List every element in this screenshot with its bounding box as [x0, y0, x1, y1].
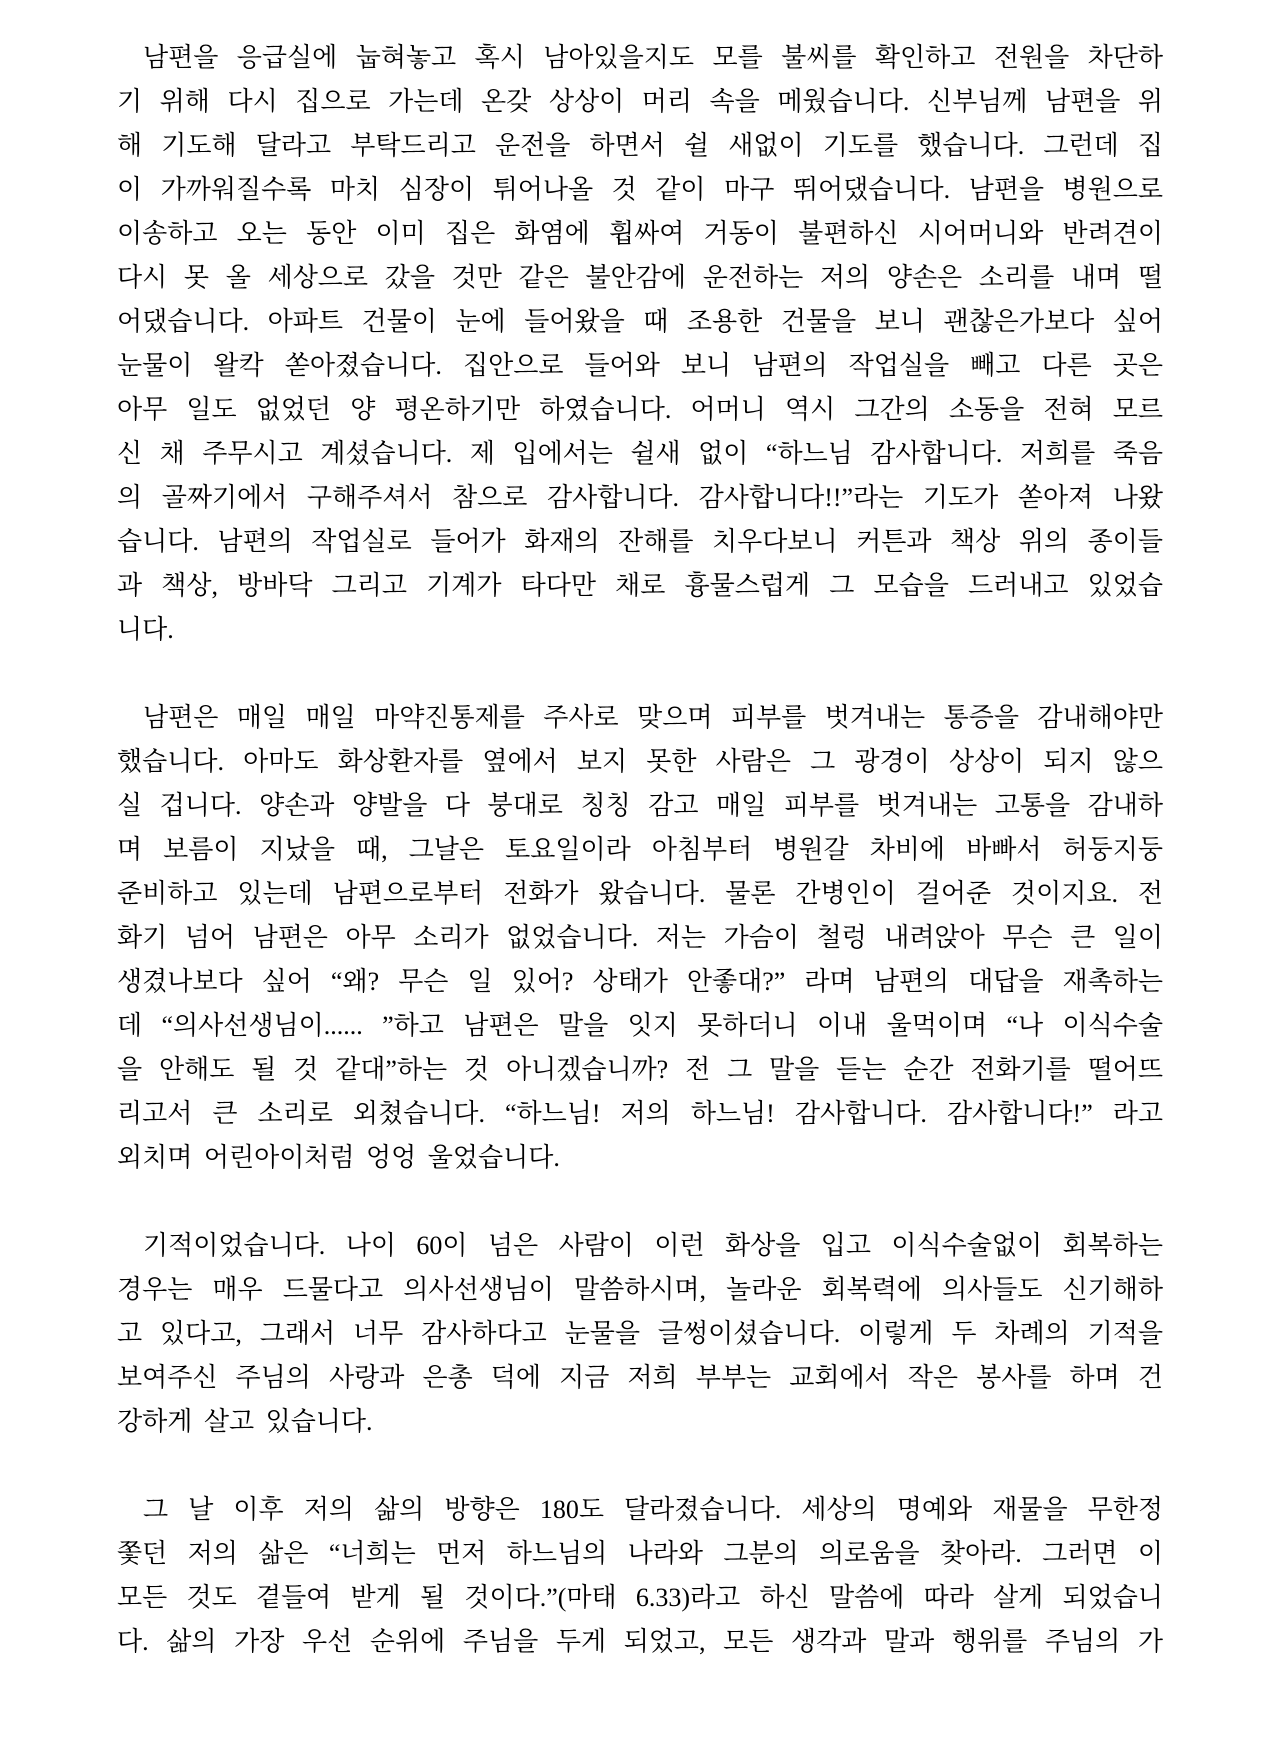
text-line: 신 채 주무시고 계셨습니다. 제 입에서는 쉴새 없이 “하느님 감사합니다. 저희를 죽음: [117, 439, 1163, 468]
text-line: 눈물이 왈칵 쏟아졌습니다. 집안으로 들어와 보니 남편의 작업실을 빼고 다른 곳은: [117, 351, 1163, 380]
text-line: 실 겁니다. 양손과 양발을 다 붕대로 칭칭 감고 매일 피부를 벗겨내는 고통을 감내하: [117, 791, 1163, 820]
paragraph: [117, 696, 1163, 1180]
text-line: 그 날 이후 저의 삶의 방향은 180도 달라졌습니다. 세상의 명예와 재물을 무한정: [143, 1495, 1163, 1524]
text-line: 보여주신 주님의 사랑과 은총 덕에 지금 저희 부부는 교회에서 작은 봉사를 하며 건: [117, 1363, 1163, 1392]
text-line: 며 보름이 지났을 때, 그날은 토요일이라 아침부터 병원갈 차비에 바빠서 허둥지둥: [117, 835, 1163, 864]
text-line: 준비하고 있는데 남편으로부터 전화가 왔습니다. 물론 간병인이 걸어준 것이지요. 전: [117, 879, 1163, 908]
text-line: 쫓던 저의 삶은 “너희는 먼저 하느님의 나라와 그분의 의로움을 찾아라. 그러면 이: [117, 1539, 1163, 1568]
text-line: 을 안해도 될 것 같대”하는 것 아니겠습니까? 전 그 말을 듣는 순간 전화기를 떨어뜨: [117, 1055, 1163, 1084]
text-line: 이송하고 오는 동안 이미 집은 화염에 휩싸여 거동이 불편하신 시어머니와 반려견이: [117, 219, 1163, 248]
text-line: 해 기도해 달라고 부탁드리고 운전을 하면서 쉴 새없이 기도를 했습니다. 그런데 집: [117, 131, 1163, 160]
text-line: 데 “의사선생님이...... ”하고 남편은 말을 잇지 못하더니 이내 울먹이며 “나 이식수술: [117, 1011, 1163, 1040]
text-line: 고 있다고, 그래서 너무 감사하다고 눈물을 글썽이셨습니다. 이렇게 두 차례의 기적을: [117, 1319, 1163, 1348]
document-body: [117, 36, 1163, 1664]
text-line: 외치며 어린아이처럼 엉엉 울었습니다.: [117, 1143, 560, 1172]
text-line: 경우는 매우 드물다고 의사선생님이 말씀하시며, 놀라운 회복력에 의사들도 신기해하: [117, 1275, 1163, 1304]
text-line: 했습니다. 아마도 화상환자를 옆에서 보지 못한 사람은 그 광경이 상상이 되지 않으: [117, 747, 1163, 776]
text-line: 남편을 응급실에 눕혀놓고 혹시 남아있을지도 모를 불씨를 확인하고 전원을 차단하: [143, 43, 1163, 72]
text-line: 아무 일도 없었던 양 평온하기만 하였습니다. 어머니 역시 그간의 소동을 전혀 모르: [117, 395, 1163, 424]
text-line: 습니다. 남편의 작업실로 들어가 화재의 잔해를 치우다보니 커튼과 책상 위의 종이들: [117, 527, 1163, 556]
paragraph: [117, 1224, 1163, 1444]
paragraph: [117, 1488, 1163, 1664]
text-line: 화기 넘어 남편은 아무 소리가 없었습니다. 저는 가슴이 철렁 내려앉아 무슨 큰 일이: [117, 923, 1163, 952]
text-line: 이 가까워질수록 마치 심장이 튀어나올 것 같이 마구 뛰어댔습니다. 남편을 병원으로: [117, 175, 1163, 204]
text-line: 기적이었습니다. 나이 60이 넘은 사람이 이런 화상을 입고 이식수술없이 회복하는: [143, 1231, 1163, 1260]
text-line: 리고서 큰 소리로 외쳤습니다. “하느님! 저의 하느님! 감사합니다. 감사합니다!” 라고: [117, 1099, 1163, 1128]
text-line: 다시 못 올 세상으로 갔을 것만 같은 불안감에 운전하는 저의 양손은 소리를 내며 떨: [117, 263, 1163, 292]
text-line: 니다.: [117, 615, 174, 644]
text-line: 의 골짜기에서 구해주셔서 참으로 감사합니다. 감사합니다!!”라는 기도가 쏟아져 나왔: [117, 483, 1163, 512]
text-line: 강하게 살고 있습니다.: [117, 1407, 373, 1436]
text-line: 다. 삶의 가장 우선 순위에 주님을 두게 되었고, 모든 생각과 말과 행위를 주님의 가: [117, 1627, 1163, 1656]
text-line: 남편은 매일 매일 마약진통제를 주사로 맞으며 피부를 벗겨내는 통증을 감내해야만: [143, 703, 1163, 732]
text-line: 생겼나보다 싶어 “왜? 무슨 일 있어? 상태가 안좋대?” 라며 남편의 대답을 재촉하는: [117, 967, 1163, 996]
text-line: 과 책상, 방바닥 그리고 기계가 타다만 채로 흉물스럽게 그 모습을 드러내고 있었습: [117, 571, 1163, 600]
paragraph: [117, 36, 1163, 652]
text-line: 기 위해 다시 집으로 가는데 온갖 상상이 머리 속을 메웠습니다. 신부님께 남편을 위: [117, 87, 1163, 116]
text-line: 모든 것도 곁들여 받게 될 것이다.”(마태 6.33)라고 하신 말씀에 따라 살게 되었습니: [117, 1583, 1163, 1612]
text-line: 어댔습니다. 아파트 건물이 눈에 들어왔을 때 조용한 건물을 보니 괜찮은가보다 싶어: [117, 307, 1163, 336]
